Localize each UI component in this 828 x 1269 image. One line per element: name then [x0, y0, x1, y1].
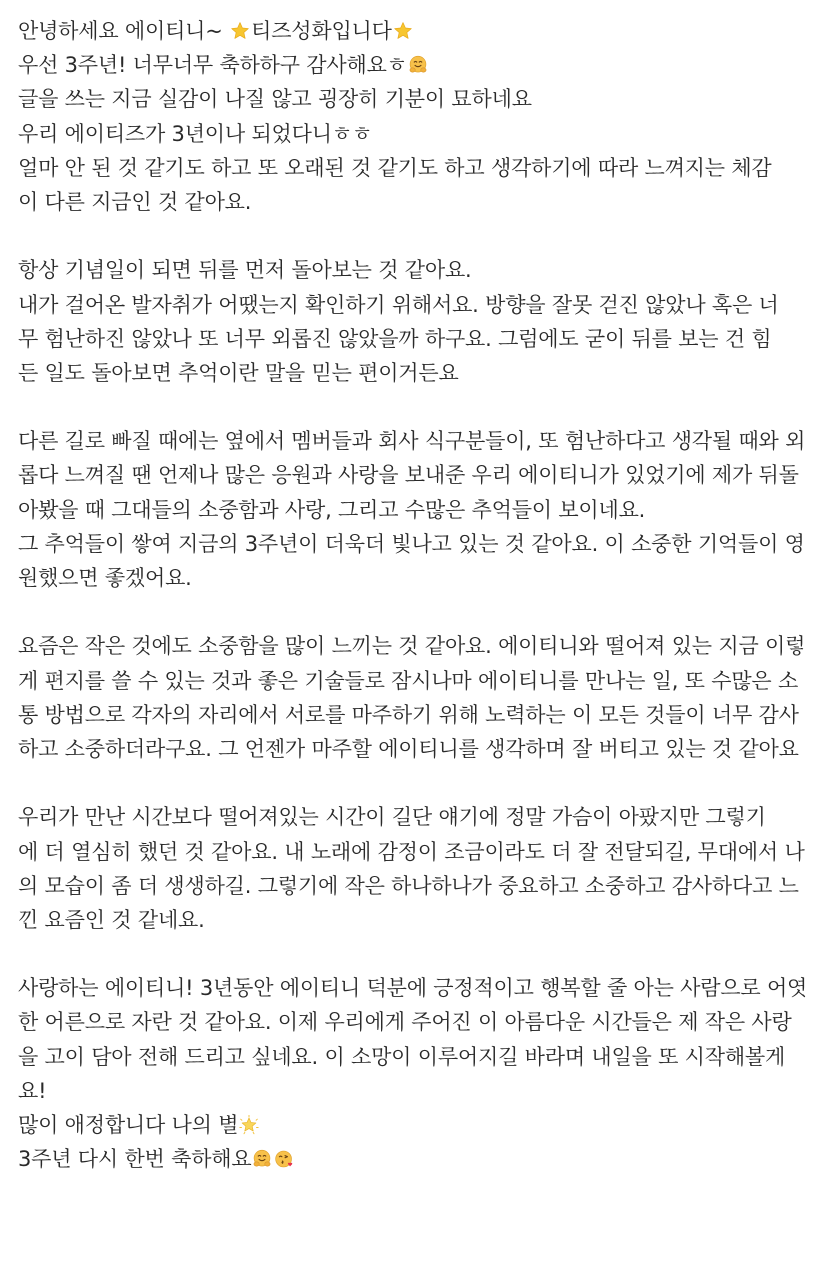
letter-line: 낀 요즘인 것 같네요. — [18, 907, 205, 932]
letter-line: 을 고이 담아 전해 드리고 싶네요. 이 소망이 이루어지길 바라며 내일을 또 시작해볼게 — [18, 1044, 786, 1069]
hugging-face-icon — [408, 55, 428, 75]
hugging-face-icon — [252, 1149, 272, 1169]
letter-line: 요! — [18, 1078, 47, 1103]
letter-line: 우선 3주년! 너무너무 축하하구 감사해요ㅎ — [18, 48, 818, 82]
paragraph-gap — [18, 390, 818, 424]
letter-line: 하고 소중하더라구요. 그 언젠가 마주할 에이티니를 생각하며 잘 버티고 있는 것 같아요 — [18, 736, 799, 761]
letter-line: 에 더 열심히 했던 것 같아요. 내 노래에 감정이 조금이라도 더 잘 전달되길, 무대에서 나 — [18, 839, 805, 864]
paragraph-gap — [18, 937, 818, 971]
letter-line: 많이 애정합니다 나의 별 — [18, 1108, 818, 1142]
letter-body — [18, 14, 818, 1176]
letter-line: 원했으면 좋겠어요. — [18, 566, 192, 590]
letter-line: 아봤을 때 그대들의 소중함과 사랑, 그리고 수많은 추억들이 보이네요. — [18, 497, 646, 522]
star-icon — [230, 21, 250, 41]
letter-line: 요즘은 작은 것에도 소중함을 많이 느끼는 것 같아요. 에이티니와 떨어져 있는 지금 이렇 — [18, 634, 806, 659]
letter-line: 게 편지를 쓸 수 있는 것과 좋은 기술들로 잠시나마 에이티니를 만나는 일, 또 수많은 소 — [18, 668, 799, 693]
letter-line: 우리 에이티즈가 3년이나 되었다니ㅎㅎ — [18, 121, 372, 146]
glowing-star-icon — [239, 1115, 259, 1135]
face-blowing-kiss-icon — [274, 1149, 294, 1169]
letter-line: 항상 기념일이 되면 뒤를 먼저 돌아보는 것 같아요. — [18, 258, 472, 283]
letter-line: 한 어른으로 자란 것 같아요. 이제 우리에게 주어진 이 아름다운 시간들은 제 작은 사랑 — [18, 1010, 792, 1035]
letter-line: 의 모습이 좀 더 생생하길. 그렇기에 작은 하나하나가 중요하고 소중하고 감사하다고 느 — [18, 873, 799, 898]
letter-line: 안녕하세요 에이티니~ 티즈성화입니다 — [18, 14, 818, 48]
letter-line: 사랑하는 에이티니! 3년동안 에이티니 덕분에 긍정적이고 행복할 줄 아는 사람으로 어엿 — [18, 976, 808, 1001]
letter-line: 든 일도 돌아보면 추억이란 말을 믿는 편이거든요 — [18, 360, 459, 385]
letter-line: 다른 길로 빠질 때에는 옆에서 멤버들과 회사 식구분들이, 또 험난하다고 생각될 때와 외 — [18, 429, 806, 454]
letter-line: 이 다른 지금인 것 같아요. — [18, 189, 252, 214]
letter-line: 글을 쓰는 지금 실감이 나질 않고 굉장히 기분이 묘하네요 — [18, 87, 532, 112]
letter-line: 통 방법으로 각자의 자리에서 서로를 마주하기 위해 노력하는 이 모든 것들이 너무 감사 — [18, 702, 799, 727]
letter-line: 내가 걸어온 발자취가 어땠는지 확인하기 위해서요. 방향을 잘못 걷진 않았나 혹은 너 — [18, 292, 779, 317]
paragraph-gap — [18, 766, 818, 800]
star-icon — [393, 21, 413, 41]
letter-line: 우리가 만난 시간보다 떨어져있는 시간이 길단 얘기에 정말 가슴이 아팠지만 그렇기 — [18, 805, 766, 830]
letter-line: 얼마 안 된 것 같기도 하고 또 오래된 것 같기도 하고 생각하기에 따라 느껴지는 체감 — [18, 155, 772, 180]
letter-line: 그 추억들이 쌓여 지금의 3주년이 더욱더 빛나고 있는 것 같아요. 이 소중한 기억들이 영 — [18, 531, 805, 556]
letter-line: 롭다 느껴질 땐 언제나 많은 응원과 사랑을 보내준 우리 에이티니가 있었기에 제가 뒤돌 — [18, 463, 799, 488]
paragraph-gap — [18, 595, 818, 629]
paragraph-gap — [18, 219, 818, 253]
letter-line: 무 험난하진 않았나 또 너무 외롭진 않았을까 하구요. 그럼에도 굳이 뒤를 보는 건 힘 — [18, 326, 772, 351]
letter-line: 3주년 다시 한번 축하해요 — [18, 1142, 818, 1176]
